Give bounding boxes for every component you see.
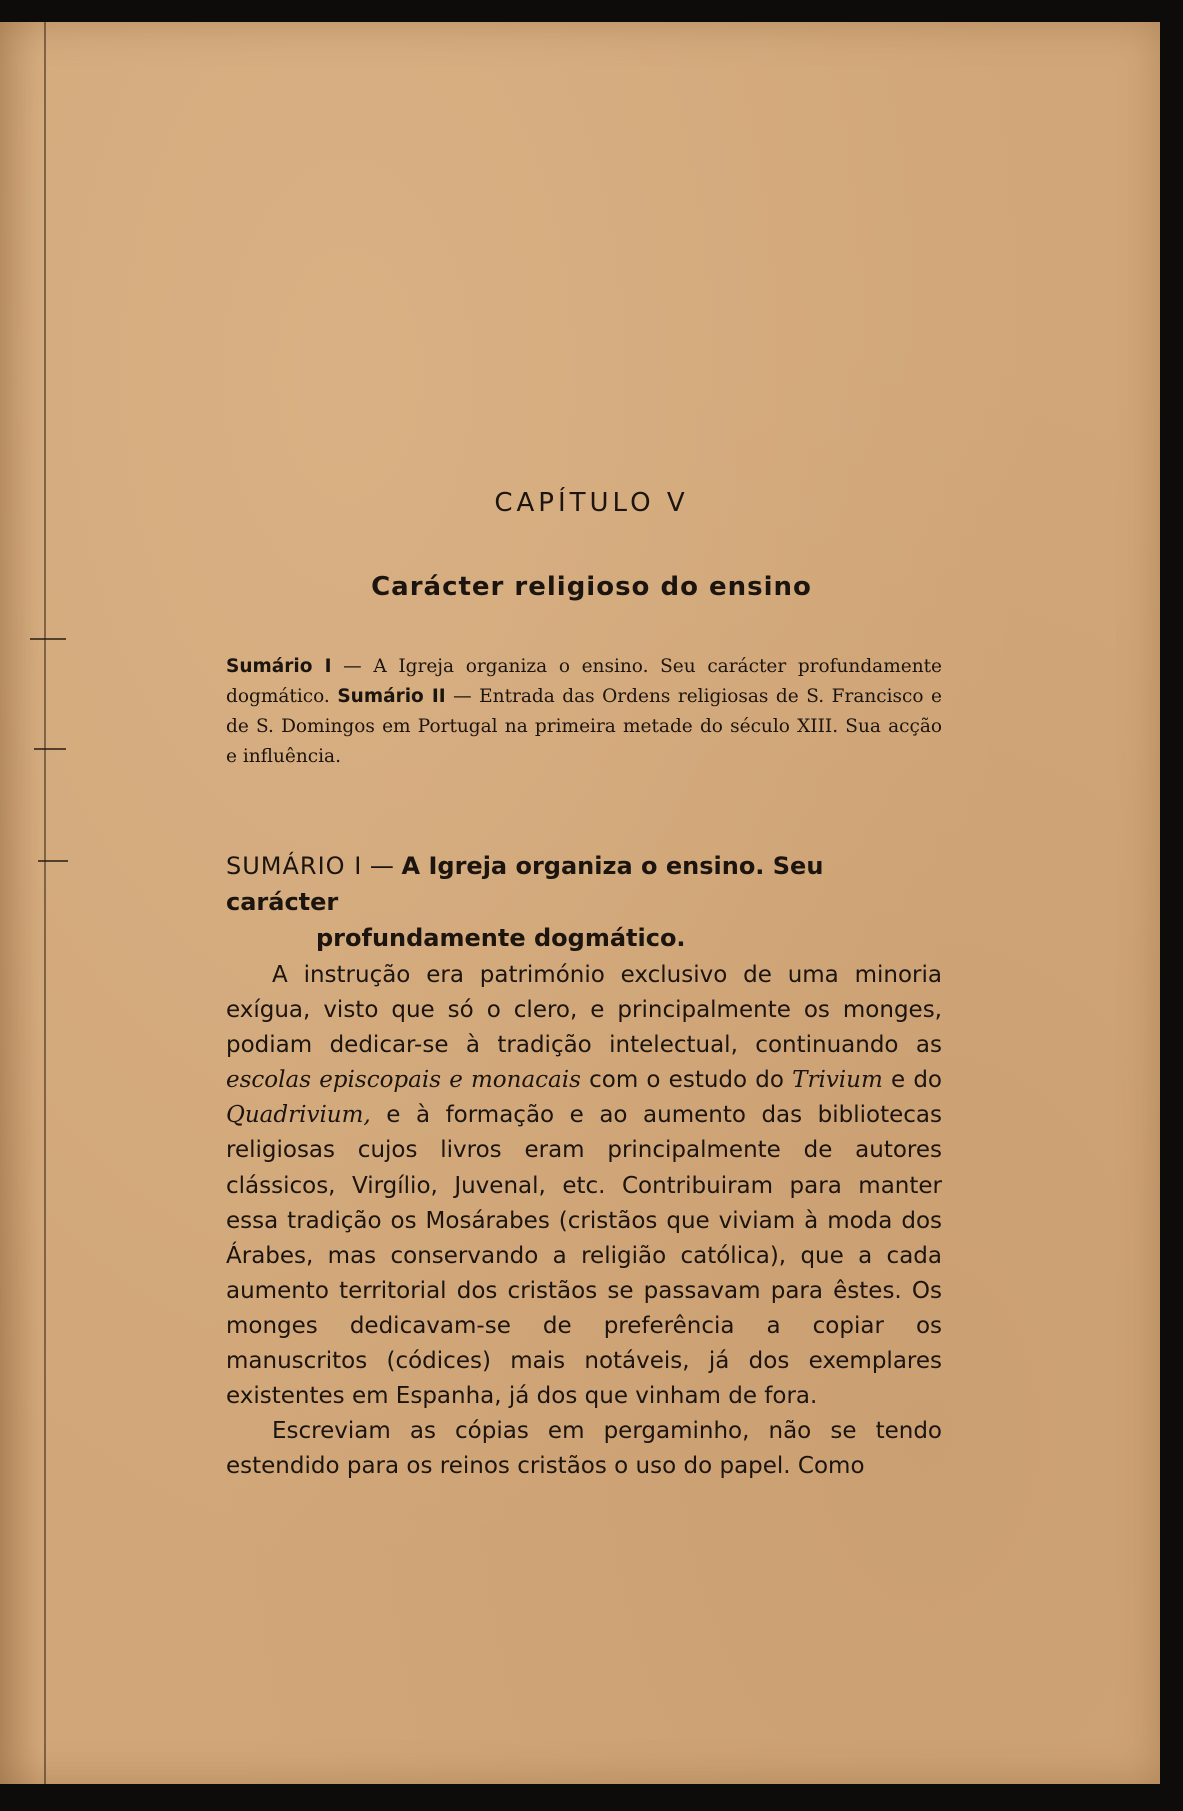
section-title-line-2: profundamente dogmático. [316,924,686,952]
chapter-heading: CAPÍTULO V [494,488,689,518]
italic-term-trivium: Trivium [792,1067,883,1094]
binding-tick-mark [30,638,66,640]
section-title-line-1: A Igreja organiza o ensino. Seu carácter [226,852,824,916]
paragraph-1-part-c: e do [882,1067,942,1094]
section-heading [226,848,942,956]
binding-margin-line [44,22,46,1784]
binding-tick-mark [38,860,68,862]
paragraph-1-part-b: com o estudo do [580,1067,793,1094]
paragraph-1 [226,958,942,1414]
paragraph-2: Escreviam as cópias em pergaminho, não se tendo estendido para os reinos cristãos o uso do papel. Como [226,1418,942,1480]
chapter-title: Carácter religioso do ensino [371,572,812,602]
paragraph-1-part-a: A instrução era património exclusivo de uma minoria exígua, visto que só o clero, e principalmente os monges, podiam dedicar-se à tradição intelectual, continuando as [226,962,942,1059]
summary-label-1: Sumário I [226,656,332,677]
chapter-summary [226,652,942,772]
section-dash: — [362,852,402,880]
section-label: SUMÁRIO I [226,852,363,880]
body-text [226,958,942,1484]
paragraph-1-part-d: e à formação e ao aumento das bibliotecas religiosas cujos livros eram principalmente de autores clássicos, Virgílio, Juvenal, etc. Contribuiram para manter essa tradição os Mosárabes (cristãos que viviam à moda dos Árabes, mas conservando a religião católica), que a cada aumento territorial dos cristãos se passavam para êstes. Os monges dedicavam-se de preferência a copiar os manuscritos (códices) mais notáveis, já dos exemplares existentes em Espanha, já dos que vinham de fora. [226,1102,942,1410]
summary-label-2: Sumário II [337,686,446,707]
binding-tick-mark [34,748,66,750]
italic-term-schools: escolas episcopais e monacais [226,1067,581,1094]
summary-text-2: — Entrada das Ordens religiosas de S. Francisco e de S. Domingos em Portugal na primeira metade do século XIII. Sua acção e influência. [226,686,943,767]
summary-text-1: — A Igreja organiza o ensino. Seu carácter profundamente dogmático. [226,656,942,707]
italic-term-quadrivium: Quadrivium, [226,1102,371,1129]
